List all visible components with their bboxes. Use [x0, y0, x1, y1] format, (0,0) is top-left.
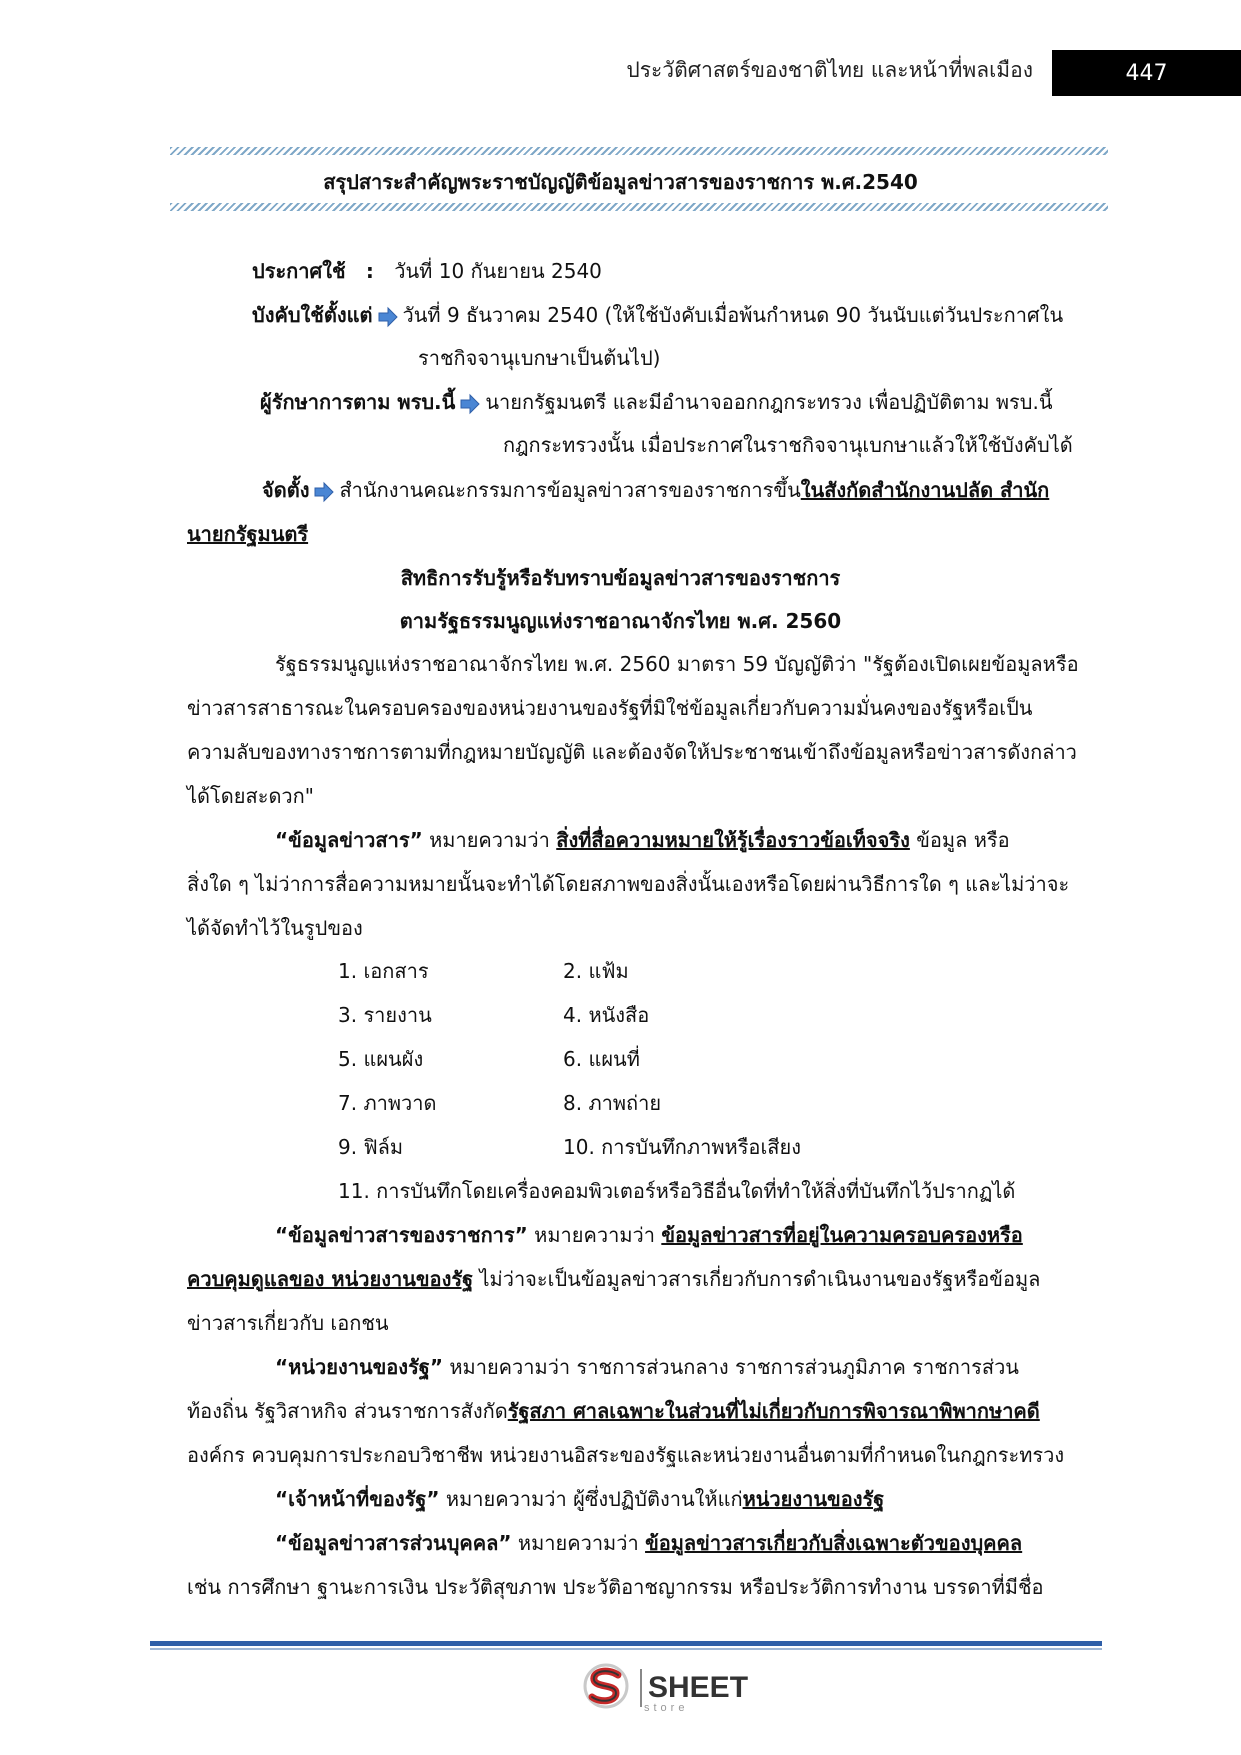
def-gov-info-line2: [187, 1263, 1040, 1295]
def-personal-term: “ข้อมูลข่าวสารส่วนบุคคล”: [275, 1531, 512, 1555]
def-gov-info-line3: ข่าวสารเกี่ยวกับ เอกชน: [187, 1311, 389, 1335]
def-info-term: “ข้อมูลข่าวสาร”: [275, 828, 423, 852]
establish-row: [262, 474, 1049, 506]
establish-underline1: ในสังกัดสำนักงานปลัด สำนัก: [800, 478, 1050, 502]
def-gov-info-term: “ข้อมูลข่าวสารของราชการ”: [275, 1223, 528, 1247]
constitution-line4: ได้โดยสะดวก": [187, 784, 314, 808]
list-item: 6. แผนที่: [563, 1047, 640, 1071]
def-agency-line1: [275, 1351, 1019, 1383]
def-officer-underline: หน่วยงานของรัฐ: [742, 1487, 885, 1511]
def-officer-line: [275, 1483, 884, 1515]
establish-text: สำนักงานคณะกรรมการข้อมูลข่าวสารของราชการขึ้น: [339, 478, 801, 502]
def-info-line1: [275, 824, 1010, 856]
def-officer-rest: หมายความว่า ผู้ซึ่งปฏิบัติงานให้แก่: [439, 1487, 743, 1511]
effective-line1: วันที่ 9 ธันวาคม 2540 (ให้ใช้บังคับเมื่อพ้นกำหนด 90 วันนับแต่วันประกาศใน: [402, 303, 1064, 327]
logo-s-icon: [578, 1662, 634, 1714]
footer-rule-light: [150, 1648, 1102, 1650]
list-item: 2. แฟ้ม: [563, 959, 629, 983]
def-info-means: หมายความว่า: [422, 828, 557, 852]
def-agency-line2: [187, 1395, 1040, 1427]
announce-value: วันที่ 10 กันยายน 2540: [394, 259, 602, 283]
def-gov-info-means: หมายความว่า: [527, 1223, 662, 1247]
section-title-line1: สิทธิการรับรู้หรือรับทราบข้อมูลข่าวสารของราชการ: [400, 566, 841, 590]
def-officer-term: “เจ้าหน้าที่ของรัฐ”: [275, 1487, 440, 1511]
logo-separator: [640, 1669, 642, 1707]
footer-rule: [150, 1641, 1102, 1646]
document-title: สรุปสาระสำคัญพระราชบัญญัติข้อมูลข่าวสารของราชการ พ.ศ.2540: [323, 170, 918, 194]
effective-label: บังคับใช้ตั้งแต่: [252, 303, 373, 327]
def-gov-info-rest2: ไม่ว่าจะเป็นข้อมูลข่าวสารเกี่ยวกับการดำเนินงานของรัฐหรือข้อมูล: [473, 1267, 1041, 1291]
def-personal-line1: [275, 1527, 1022, 1559]
effective-row: [252, 299, 1063, 331]
header-title: ประวัติศาสตร์ของชาติไทย และหน้าที่พลเมือง: [626, 58, 1033, 82]
list-item: 11. การบันทึกโดยเครื่องคอมพิวเตอร์หรือวิธีอื่นใดที่ทำให้สิ่งที่บันทึกไว้ปรากฏได้: [338, 1179, 1016, 1203]
title-border-top: [170, 147, 1108, 155]
sheet-store-logo: [578, 1664, 748, 1712]
list-item: 4. หนังสือ: [563, 1003, 650, 1027]
custodian-line1: นายกรัฐมนตรี และมีอำนาจออกกฎกระทรวง เพื่อปฏิบัติตาม พรบ.นี้: [485, 390, 1053, 414]
list-item: 3. รายงาน: [338, 1003, 432, 1027]
logo-subtext: store: [644, 1702, 689, 1714]
def-agency-line2a: ท้องถิ่น รัฐวิสาหกิจ ส่วนราชการสังกัด: [187, 1399, 508, 1423]
announce-sep: :: [365, 259, 374, 283]
logo-text: SHEET: [648, 1671, 749, 1704]
arrow-right-icon: [313, 481, 335, 503]
constitution-line1: รัฐธรรมนูญแห่งราชอาณาจักรไทย พ.ศ. 2560 มาตรา 59 บัญญัติว่า "รัฐต้องเปิดเผยข้อมูลหรือ: [275, 652, 1079, 676]
constitution-line2: ข่าวสารสาธารณะในครอบครองของหน่วยงานของรัฐที่มิใช่ข้อมูลเกี่ยวกับความมั่นคงของรัฐหรือเป็น: [187, 696, 1033, 720]
page-number: 447: [1052, 50, 1241, 96]
title-border-bottom: [170, 203, 1108, 211]
list-item: 10. การบันทึกภาพหรือเสียง: [563, 1135, 801, 1159]
def-info-line3: ได้จัดทำไว้ในรูปของ: [187, 916, 363, 940]
list-item: 9. ฟิล์ม: [338, 1135, 404, 1159]
custodian-line2: กฎกระทรวงนั้น เมื่อประกาศในราชกิจจานุเบกษาแล้วให้ใช้บังคับได้: [503, 433, 1073, 457]
arrow-right-icon: [377, 306, 399, 328]
def-personal-means: หมายความว่า: [511, 1531, 646, 1555]
def-gov-info-underline1: ข้อมูลข่าวสารที่อยู่ในความครอบครองหรือ: [661, 1223, 1023, 1247]
def-gov-info-line1: [275, 1219, 1023, 1251]
establish-underline2: [187, 518, 308, 550]
def-agency-rest1: หมายความว่า ราชการส่วนกลาง ราชการส่วนภูมิภาค ราชการส่วน: [443, 1355, 1019, 1379]
effective-line2: ราชกิจจานุเบกษาเป็นต้นไป): [418, 346, 661, 370]
def-gov-info-underline2: ควบคุมดูแลของ หน่วยงานของรัฐ: [187, 1267, 474, 1291]
list-item: 8. ภาพถ่าย: [563, 1091, 662, 1115]
def-agency-line3: องค์กร ควบคุมการประกอบวิชาชีพ หน่วยงานอิสระของรัฐและหน่วยงานอื่นตามที่กำหนดในกฎกระทรวง: [187, 1443, 1065, 1467]
establish-label: จัดตั้ง: [262, 478, 310, 502]
establish-underline2-text: นายกรัฐมนตรี: [187, 522, 309, 546]
def-agency-term: “หน่วยงานของรัฐ”: [275, 1355, 443, 1379]
list-item: 1. เอกสาร: [338, 959, 429, 983]
list-item: 5. แผนผัง: [338, 1047, 424, 1071]
def-info-line2: สิ่งใด ๆ ไม่ว่าการสื่อความหมายนั้นจะทำได้โดยสภาพของสิ่งนั้นเองหรือโดยผ่านวิธีการใด ๆ และไม่ว่าจะ: [187, 872, 1070, 896]
announce-row: [252, 255, 602, 287]
def-personal-underline: ข้อมูลข่าวสารเกี่ยวกับสิ่งเฉพาะตัวของบุคคล: [645, 1531, 1023, 1555]
arrow-right-icon: [459, 393, 481, 415]
custodian-row: [260, 386, 1053, 418]
constitution-line3: ความลับของทางราชการตามที่กฎหมายบัญญัติ และต้องจัดให้ประชาชนเข้าถึงข้อมูลหรือข่าวสารดังกล่าว: [187, 740, 1077, 764]
def-info-rest: ข้อมูล หรือ: [909, 828, 1010, 852]
custodian-label: ผู้รักษาการตาม พรบ.นี้: [260, 390, 456, 414]
def-info-underline: สิ่งที่สื่อความหมายให้รู้เรื่องราวข้อเท็จจริง: [556, 828, 910, 852]
def-personal-line2: เช่น การศึกษา ฐานะการเงิน ประวัติสุขภาพ ประวัติอาชญากรรม หรือประวัติการทำงาน บรรดาที่มีชื่อ: [187, 1575, 1044, 1599]
announce-label: ประกาศใช้: [252, 259, 346, 283]
section-title-line2: ตามรัฐธรรมนูญแห่งราชอาณาจักรไทย พ.ศ. 2560: [399, 609, 842, 633]
def-agency-underline2: รัฐสภา ศาลเฉพาะในส่วนที่ไม่เกี่ยวกับการพิจารณาพิพากษาคดี: [507, 1399, 1040, 1423]
list-item: 7. ภาพวาด: [338, 1091, 437, 1115]
